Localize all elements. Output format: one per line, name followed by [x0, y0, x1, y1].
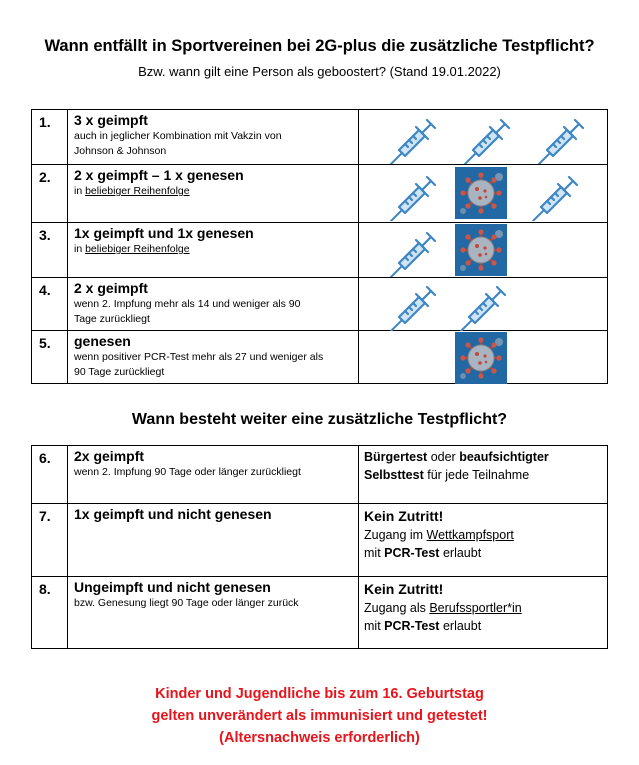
section-title: Wann besteht weiter eine zusätzliche Testpflicht?: [131, 411, 508, 428]
exemption-table: [31, 109, 608, 384]
row-number: 3.: [32, 223, 68, 278]
row-note: wenn 2. Impfung 90 Tage oder länger zurückliegt: [74, 466, 301, 478]
no-entry-label: Kein Zutritt!: [364, 581, 444, 597]
footer-notice: [0, 683, 639, 749]
syringe-icon: [385, 279, 437, 331]
requirement-line: [364, 599, 607, 617]
footer-line: (Altersnachweis erforderlich): [219, 730, 420, 746]
requirement-bold: PCR-Test: [384, 619, 440, 633]
virus-icon: [455, 167, 507, 219]
requirement-text: mit: [364, 619, 385, 633]
virus-icon: [455, 332, 507, 384]
row-requirement: [359, 446, 608, 504]
table-row: [32, 446, 608, 504]
row-note: [74, 242, 358, 257]
row-note: 90 Tage zurückliegt: [74, 366, 165, 378]
note-underlined: beliebiger Reihenfolge: [85, 243, 190, 255]
row-icons: [359, 165, 608, 223]
row-icons: [359, 223, 608, 278]
row-description: [68, 504, 359, 577]
requirement-underlined: Wettkampfsport: [426, 528, 514, 542]
table-row: [32, 223, 608, 278]
requirement-line: [364, 617, 607, 635]
row-note: Johnson & Johnson: [74, 145, 167, 157]
requirement-bold: beaufsichtigter: [459, 450, 549, 464]
row-note: bzw. Genesung liegt 90 Tage oder länger zurück: [74, 597, 299, 609]
row-heading: 2x geimpft: [74, 448, 145, 464]
syringe-icon: [385, 112, 437, 164]
no-entry-label: Kein Zutritt!: [364, 508, 444, 524]
row-description: [68, 223, 359, 278]
syringe-icon: [385, 225, 437, 277]
row-description: [68, 165, 359, 223]
requirement-text: erlaubt: [439, 546, 482, 560]
row-description: [68, 110, 359, 165]
note-prefix: in: [74, 243, 86, 255]
row-icons: [359, 278, 608, 331]
requirement-bold: Bürgertest: [364, 450, 428, 464]
requirement-bold: Selbsttest: [364, 468, 424, 482]
virus-icon: [455, 224, 507, 276]
row-heading: 1x geimpft und nicht genesen: [74, 506, 272, 522]
row-requirement: [359, 577, 608, 649]
test-requirement-table: [31, 445, 608, 649]
row-number: 1.: [32, 110, 68, 165]
row-note: [74, 184, 358, 199]
requirement-underlined: Berufssportler*in: [429, 601, 522, 615]
note-underlined: beliebiger Reihenfolge: [85, 185, 190, 197]
requirement-text: Zugang als: [364, 601, 430, 615]
syringe-icon: [459, 112, 511, 164]
footer-line: gelten unverändert als immunisiert und getestet!: [151, 708, 488, 724]
note-prefix: in: [74, 185, 86, 197]
row-description: [68, 331, 359, 384]
row-number: 8.: [32, 577, 68, 649]
row-heading: Ungeimpft und nicht genesen: [74, 579, 271, 595]
row-note: Tage zurückliegt: [74, 313, 150, 325]
row-note: wenn positiver PCR-Test mehr als 27 und weniger als: [74, 351, 324, 363]
requirement-text: mit: [364, 546, 385, 560]
syringe-icon: [533, 112, 585, 164]
row-heading: 2 x geimpft: [74, 280, 148, 296]
row-number: 2.: [32, 165, 68, 223]
row-note: auch in jeglicher Kombination mit Vakzin von: [74, 130, 282, 142]
requirement-text: Zugang im: [364, 528, 427, 542]
row-requirement: [359, 504, 608, 577]
row-icons: [359, 110, 608, 165]
requirement-bold: PCR-Test: [384, 546, 440, 560]
row-heading: 1x geimpft und 1x genesen: [74, 225, 254, 241]
row-heading: genesen: [74, 333, 131, 349]
requirement-text: erlaubt: [439, 619, 482, 633]
row-number: 6.: [32, 446, 68, 504]
table-row: [32, 165, 608, 223]
syringe-icon: [385, 169, 437, 221]
row-number: 7.: [32, 504, 68, 577]
table-row: [32, 110, 608, 165]
table-row: [32, 331, 608, 384]
requirement-line: [364, 526, 607, 544]
row-number: 4.: [32, 278, 68, 331]
row-heading: 2 x geimpft – 1 x genesen: [74, 167, 244, 183]
requirement-line: [364, 448, 607, 466]
requirement-text: für jede Teilnahme: [423, 468, 530, 482]
row-description: [68, 278, 359, 331]
page-title: Wann entfällt in Sportvereinen bei 2G-plus die zusätzliche Testpflicht?: [44, 37, 595, 55]
table-row: [32, 504, 608, 577]
table-row: [32, 577, 608, 649]
syringe-icon: [527, 169, 579, 221]
requirement-line: [364, 544, 607, 562]
row-icons: [359, 331, 608, 384]
requirement-line: [364, 466, 607, 484]
syringe-icon: [455, 279, 507, 331]
requirement-text: oder: [427, 450, 460, 464]
row-note: wenn 2. Impfung mehr als 14 und weniger als 90: [74, 298, 301, 310]
footer-line: Kinder und Jugendliche bis zum 16. Geburtstag: [155, 686, 484, 702]
table-row: [32, 278, 608, 331]
row-number: 5.: [32, 331, 68, 384]
row-heading: 3 x geimpft: [74, 112, 148, 128]
row-description: [68, 446, 359, 504]
row-description: [68, 577, 359, 649]
page-subtitle: Bzw. wann gilt eine Person als geboostert? (Stand 19.01.2022): [138, 64, 501, 79]
